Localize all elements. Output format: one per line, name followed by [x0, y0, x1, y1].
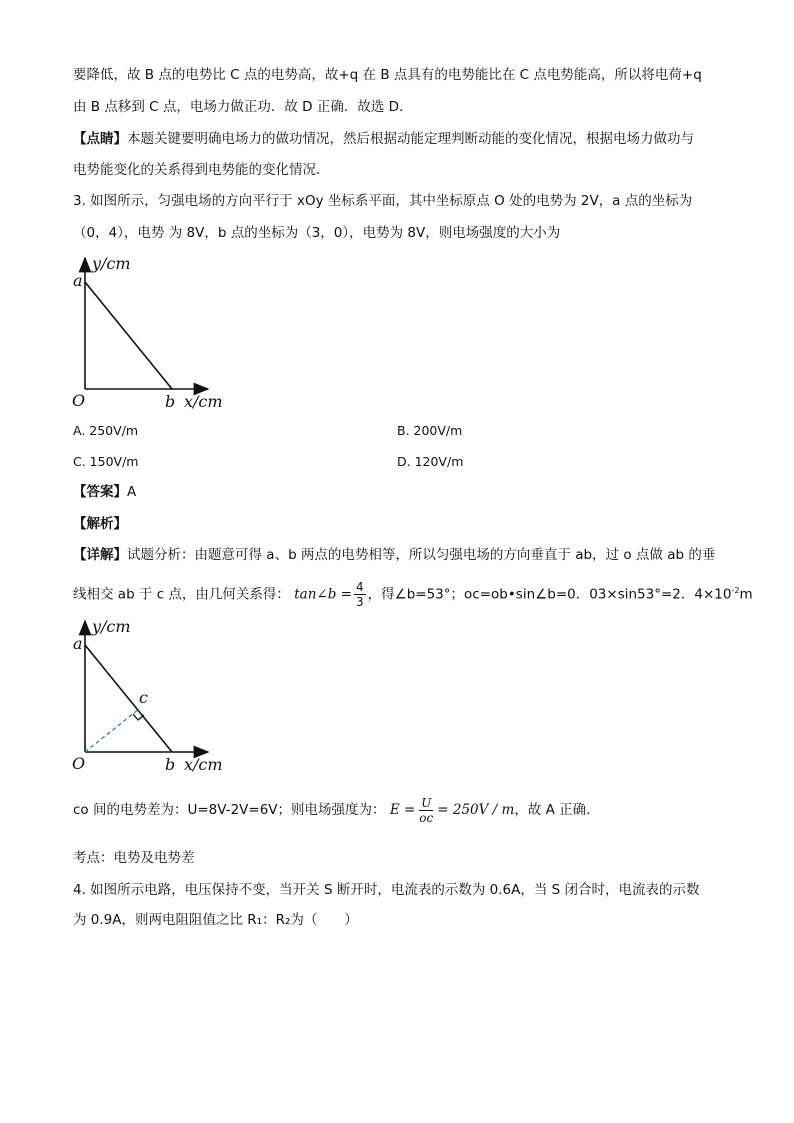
kaodian-line: 考点：电势及电势差 [73, 850, 195, 866]
e-fraction [417, 796, 435, 825]
detail-tag: 【详解】 [73, 547, 127, 563]
answer-tag: 【答案】 [73, 484, 127, 500]
result-line [73, 792, 600, 828]
detail-text: ，得∠b=53°；oc=ob•sin∠b=0．03×sin53°=2．4×10 [367, 586, 732, 603]
x-axis-label: x/cm [184, 392, 223, 411]
analysis-tag: 【解析】 [73, 516, 127, 532]
paragraph-line: 要降低，故 B 点的电势比 C 点的电势高，故+q 在 B 点具有的电势能比在 C 点电势能高，所以将电荷+q [73, 67, 702, 83]
point-a-label: a [73, 634, 83, 653]
e-denominator: oc [419, 810, 434, 825]
unit: m [739, 586, 753, 603]
x-axis-label: x/cm [184, 755, 223, 774]
tan-fraction [354, 580, 366, 609]
paragraph-text: 本题关键要明确电场力的做功情况，然后根据动能定理判断动能的变化情况，根据电场力做功与 [127, 131, 694, 147]
y-axis-label: y/cm [92, 617, 131, 636]
origin-label: O [72, 391, 86, 410]
tan-denominator: 3 [355, 595, 364, 609]
result-text: co 间的电势差为：U=8V-2V=6V；则电场强度为： [73, 802, 386, 818]
answer-line [73, 483, 136, 501]
option-c: C. 150V/m [73, 454, 139, 469]
point-b-label: b [165, 392, 176, 411]
result-text: ，故 A 正确． [514, 802, 600, 818]
origin-label: O [72, 754, 86, 773]
point-c-label: c [139, 688, 148, 707]
question3-solution-figure [70, 615, 230, 777]
segment-ab [85, 645, 172, 752]
dianjing-tag: 【点睛】 [73, 131, 127, 147]
question4-stem-line2: 为 0.9A，则两电阻阻值之比 R₁：R₂为（ ） [73, 912, 358, 928]
tan-numerator: 4 [355, 580, 364, 594]
detail-line2 [73, 574, 753, 612]
paragraph-line: 由 B 点移到 C 点，电场力做正功．故 D 正确．故选 D. [73, 99, 404, 115]
point-b-label: b [165, 755, 176, 774]
analysis-line [73, 515, 127, 533]
dianjing-paragraph [73, 130, 694, 148]
question3-stem-line1: 3. 如图所示，匀强电场的方向平行于 xOy 坐标系平面，其中坐标原点 O 处的电势为 2V，a 点的坐标为 [73, 193, 693, 209]
perpendicular-oc [85, 709, 139, 752]
y-axis-label: y/cm [92, 254, 131, 273]
segment-ab [85, 282, 172, 389]
question3-figure [70, 252, 230, 414]
e-rhs: = 250V / m [437, 802, 515, 818]
tan-expression: tan∠b = [294, 586, 352, 603]
answer-value: A [127, 484, 137, 500]
question3-stem-line2: （0，4），电势 为 8V，b 点的坐标为（3，0），电势为 8V，则电场强度的大小为 [73, 225, 561, 241]
option-b: B. 200V/m [397, 423, 463, 438]
paragraph-line: 电势能变化的关系得到电势能的变化情况． [73, 162, 330, 178]
exponent: -2 [731, 586, 740, 595]
detail-text: 线相交 ab 于 c 点，由几何关系得： [73, 586, 290, 603]
e-numerator: U [421, 795, 432, 810]
detail-text: 试题分析：由题意可得 a、b 两点的电势相等，所以匀强电场的方向垂直于 ab，过 o 点做 ab 的垂 [127, 547, 716, 563]
e-lhs: E = [389, 802, 416, 818]
point-a-label: a [73, 271, 83, 290]
question4-stem-line1: 4. 如图所示电路，电压保持不变，当开关 S 断开时，电流表的示数为 0.6A，当 S 闭合时，电流表的示数 [73, 882, 700, 898]
option-d: D. 120V/m [397, 454, 464, 469]
option-a: A. 250V/m [73, 423, 139, 438]
detail-line1 [73, 546, 715, 564]
